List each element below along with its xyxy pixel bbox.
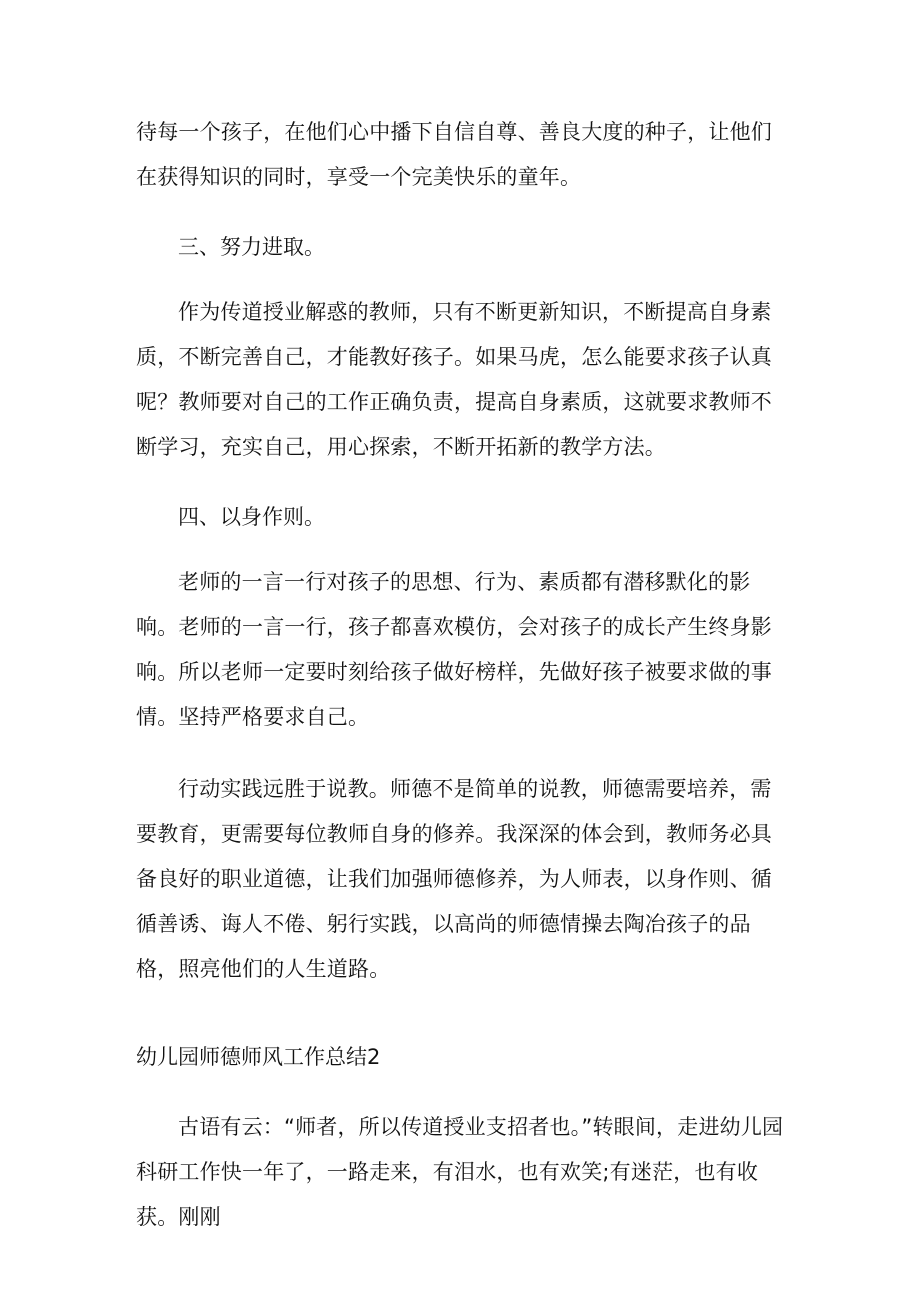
paragraph-effort: 作为传道授业解惑的教师，只有不断更新知识，不断提高自身素质，不断完善自己，才能教好孩子。如果马虎，怎么能要求孩子认真呢？教师要对自己的工作正确负责，提高自身素质，这就要求教师不断学习，充实自己，用心探索，不断开拓新的教学方法。 xyxy=(136,300,772,459)
section-heading-3: 三、努力进取。 xyxy=(178,235,325,259)
paragraph-example: 老师的一言一行对孩子的思想、行为、素质都有潜移默化的影响。老师的一言一行，孩子都喜欢模仿，会对孩子的成长产生终身影响。所以老师一定要时刻给孩子做好榜样，先做好孩子被要求做的事情。坚持严格要求自己。 xyxy=(136,570,772,729)
document-subtitle: 幼儿园师德师风工作总结2 xyxy=(136,1045,381,1069)
paragraph-continuation: 待每一个孩子，在他们心中播下自信自尊、善良大度的种子，让他们在获得知识的同时，享受一个完美快乐的童年。 xyxy=(136,120,772,189)
paragraph-quote: 古语有云：“师者，所以传道授业支招者也。”转眼间，走进幼儿园科研工作快一年了，一路走来，有泪水，也有欢笑;有迷茫，也有收获。刚刚 xyxy=(136,1115,784,1229)
section-heading-4: 四、以身作则。 xyxy=(178,505,325,529)
paragraph-practice: 行动实践远胜于说教。师德不是简单的说教，师德需要培养，需要教育，更需要每位教师自身的修养。我深深的体会到，教师务必具备良好的职业道德，让我们加强师德修养，为人师表，以身作则、循循善诱、诲人不倦、躬行实践，以高尚的师德情操去陶冶孩子的品格，照亮他们的人生道路。 xyxy=(136,777,772,981)
